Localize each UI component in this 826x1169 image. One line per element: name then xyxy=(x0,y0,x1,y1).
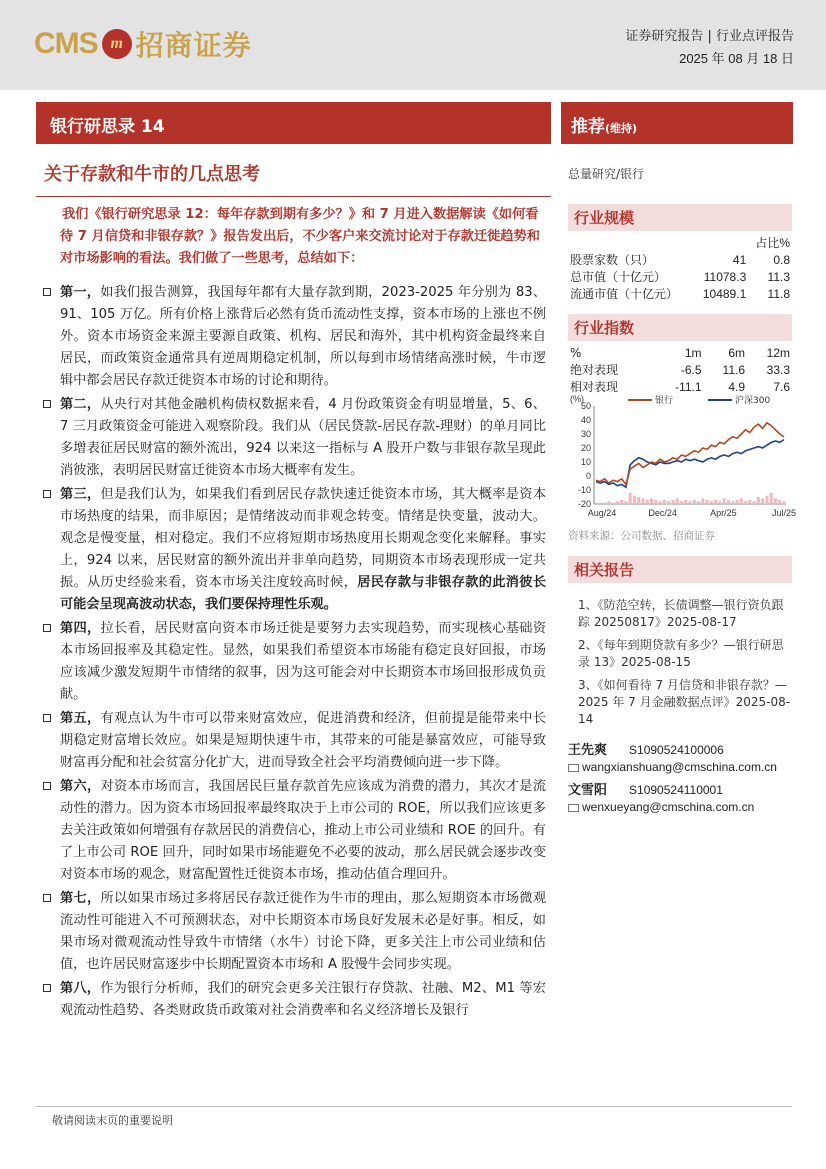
logo-mark-icon: m xyxy=(102,29,132,59)
checkbox-bullet-icon xyxy=(43,714,51,722)
paragraph-text: 拉长看，居民财富向资本市场迁徙是要努力去实现趋势，而实现核心基础资本市场回报率及其稳定性。显然，如果我们希望资本市场能有稳定良好回报，市场应该减少激发短期牛市情绪的叙事，因为这可能会对中长期资本市场回报形成负贡献。 xyxy=(60,621,547,702)
relative-bar xyxy=(736,500,739,504)
scale-label: 股票家数（只） xyxy=(570,253,655,267)
logo-cn-text: 招商证券 xyxy=(135,29,252,62)
relative-bar xyxy=(642,498,645,504)
y-tick-label: 30 xyxy=(580,429,591,439)
scale-label: 总市值（十亿元） xyxy=(570,270,667,284)
rating-sub: (维持) xyxy=(605,122,638,135)
industry-scale-table xyxy=(568,235,792,303)
body-paragraph xyxy=(40,394,546,482)
industry-scale-title: 行业规模 xyxy=(568,204,792,231)
index-value: 4.9 xyxy=(728,380,746,394)
relative-bar xyxy=(607,501,610,504)
analyst-email[interactable]: wenxueyang@cmschina.com.cn xyxy=(582,800,755,814)
logo-cms-text: CMS xyxy=(34,27,98,60)
performance-chart-svg xyxy=(568,392,797,522)
series-line xyxy=(596,423,784,485)
body-paragraph xyxy=(40,978,546,1022)
relative-bar xyxy=(783,501,786,504)
related-report-link[interactable]: 2、《每年到期贷款有多少？—银行研思录 13》2025-08-15 xyxy=(578,638,784,669)
scale-row xyxy=(568,286,792,303)
scale-value: 10489.1 xyxy=(702,287,747,301)
relative-bar xyxy=(612,503,615,504)
body-paragraph xyxy=(40,776,546,886)
paragraph-lead: 第七， xyxy=(60,891,101,906)
relative-bar xyxy=(676,498,679,504)
page-title: 关于存款和牛市的几点思考 xyxy=(44,164,260,185)
industry-index-table xyxy=(568,345,792,396)
analyst-card xyxy=(568,742,792,776)
checkbox-bullet-icon xyxy=(43,894,51,902)
index-value: -6.5 xyxy=(680,363,702,377)
y-tick-label: 40 xyxy=(580,415,591,425)
mail-icon xyxy=(568,804,579,812)
paragraph-lead: 第六， xyxy=(60,779,101,794)
x-tick-label: Apr/25 xyxy=(710,508,737,518)
paragraph-text: 所以如果市场过多将居民存款迁徙作为牛市的理由，那么短期资本市场微观流动性可能进入不可预测状态，对中长期资本市场良好发展未必是好事。相反，如果市场对微观流动性导致牛市情绪（水牛）讨论下降，更多关注上市公司业绩和估值，也许居民财富逐步中长期配置资本市场和 A 股慢牛会同步实现。 xyxy=(60,891,547,972)
relative-bar xyxy=(701,498,704,504)
y-axis-label: (%) xyxy=(570,394,584,404)
scale-value: 41 xyxy=(732,253,747,267)
body-paragraph xyxy=(40,282,546,392)
relative-bar xyxy=(654,500,657,504)
relative-bar xyxy=(663,500,666,504)
header-meta xyxy=(625,26,794,70)
relative-bar xyxy=(603,503,606,504)
index-value: 11.6 xyxy=(722,363,746,377)
y-tick-label: -10 xyxy=(577,485,591,495)
analysts-section xyxy=(568,742,792,822)
industry-scale-section xyxy=(568,204,792,303)
relative-bar xyxy=(774,498,777,504)
paragraph-lead: 第五， xyxy=(60,711,101,726)
checkbox-bullet-icon xyxy=(43,782,51,790)
legend-label: 沪深300 xyxy=(735,396,771,406)
relative-bar xyxy=(650,498,653,504)
title-divider xyxy=(36,196,551,197)
body-paragraph xyxy=(40,618,546,706)
relative-bar xyxy=(697,501,700,504)
relative-bar xyxy=(616,501,619,504)
index-header: 1m xyxy=(684,346,702,360)
index-header: 6m xyxy=(728,346,746,360)
relative-bar xyxy=(629,493,632,504)
x-tick-label: Dec/24 xyxy=(648,508,677,518)
relative-bar xyxy=(744,501,747,504)
relative-bar xyxy=(689,501,692,504)
related-report-link[interactable]: 1、《防范空转，长债调整—银行资负跟踪 20250817》2025-08-17 xyxy=(578,598,784,629)
paragraph-lead: 第一， xyxy=(60,285,101,300)
relative-bar xyxy=(770,493,773,504)
relative-bar xyxy=(714,500,717,504)
relative-bar xyxy=(659,501,662,504)
relative-bar xyxy=(710,501,713,504)
paragraph-text: 从央行对其他金融机构债权数据来看，4 月份政策资金有明显增量，5、6、7 三月政策资金可能进入观察阶段。我们从（居民贷款-居民存款-理财）的单月同比多增表征居民财富的额外流出，924 以来这一指标与 A 股开户数与非银存款呈现此消彼涨，表明居民财富迁徙资本市场大概率有发生。 xyxy=(60,397,546,478)
industry-index-section xyxy=(568,314,792,396)
analyst-id: S1090524110001 xyxy=(629,783,723,797)
body-paragraph xyxy=(40,484,546,616)
report-title-bar: 银行研思录 14 xyxy=(36,102,551,144)
relative-bar xyxy=(706,500,709,504)
relative-bar xyxy=(633,496,636,504)
mail-icon xyxy=(568,764,579,772)
y-tick-label: 0 xyxy=(585,471,591,481)
index-value: -11.1 xyxy=(675,380,702,394)
relative-bar xyxy=(727,500,730,504)
legend-label: 银行 xyxy=(655,396,674,406)
y-tick-label: 10 xyxy=(580,457,591,467)
related-reports-list xyxy=(568,597,792,728)
relative-bar xyxy=(693,500,696,504)
checkbox-bullet-icon xyxy=(43,984,51,992)
report-type: 证券研究报告 | 行业点评报告 xyxy=(625,29,794,44)
paragraph-lead: 第三， xyxy=(60,487,101,502)
relative-bar xyxy=(757,497,760,504)
paragraph-text: 如我们报告测算，我国每年都有大量存款到期，2023-2025 年分别为 83、91、105 万亿。所有价格上涨背后必然有货币流动性支撑，资本市场的上涨也不例外。资本市场资金来源主要源自政策、机构、居民和海外，其中机构资金最终来自居民，而政策资金通常具有逆周期稳定机制，所以每到市场情绪高涨时候，牛市逻辑中都会居民存款迁徙资本市场的讨论和期待。 xyxy=(60,285,547,388)
x-tick-label: Jul/25 xyxy=(771,508,797,518)
industry-index-title: 行业指数 xyxy=(568,314,792,341)
checkbox-bullet-icon xyxy=(43,624,51,632)
intro-summary: 我们《银行研究思录 12：每年存款到期有多少？》和 7 月进入数据解读《如何看待 7 月信贷和非银存款？》报告发出后，不少客户来交流讨论对于存款迁徙趋势和对市场影响的看法。我们做了一些思考，总结如下： xyxy=(60,207,540,266)
paragraph-text: 作为银行分析师，我们的研究会更多关注银行存贷款、社融、M2、M1 等宏观流动性趋势、各类财政货币政策对社会消费率和名义经济增长及银行 xyxy=(60,981,546,1018)
paragraph-lead: 第四， xyxy=(60,621,101,636)
relative-bar xyxy=(731,501,734,504)
analyst-email[interactable]: wangxianshuang@cmschina.com.cn xyxy=(582,760,777,774)
scale-row xyxy=(568,269,792,286)
footer-note: 敬请阅读末页的重要说明 xyxy=(52,1114,173,1127)
index-label: 相对表现 xyxy=(570,380,619,394)
analyst-name: 王先爽 xyxy=(568,743,608,758)
relative-bar xyxy=(723,498,726,504)
checkbox-bullet-icon xyxy=(43,490,51,498)
paragraph-text: 有观点认为牛市可以带来财富效应，促进消费和经济，但前提是能带来中长期稳定财富增长效应。如果是短期快速牛市，其带来的可能是暴富效应，可能导致财富再分配和社会贫富分化扩大，进而导致全社会平均消费倾向进一步下降。 xyxy=(60,711,547,770)
analyst-name: 文雪阳 xyxy=(568,783,608,798)
x-tick-label: Aug/24 xyxy=(587,508,617,518)
footer-divider xyxy=(36,1106,792,1107)
page-header xyxy=(0,0,826,90)
analyst-card xyxy=(568,782,792,816)
relative-bar xyxy=(778,500,781,504)
relative-bar xyxy=(761,498,764,504)
body-paragraph xyxy=(40,708,546,774)
checkbox-bullet-icon xyxy=(43,288,51,296)
paragraph-lead: 第二， xyxy=(60,397,101,412)
index-value: 7.6 xyxy=(773,380,790,394)
related-reports-section xyxy=(568,556,792,734)
related-reports-title: 相关报告 xyxy=(568,556,792,583)
relative-bar xyxy=(646,500,649,504)
index-label: 绝对表现 xyxy=(570,363,619,377)
relative-bar xyxy=(740,498,743,504)
related-report-link[interactable]: 3、《如何看待 7 月信贷和非银存款？—2025 年 7 月金融数据点评》2025-08-14 xyxy=(578,678,791,726)
relative-bar xyxy=(624,501,627,504)
scale-pct: 0.8 xyxy=(773,253,790,267)
paragraph-bold-tail: 居民存款与非银存款的此消彼长可能会呈现高波动状态，我们要保持理性乐观。 xyxy=(60,575,547,612)
relative-bar xyxy=(667,501,670,504)
index-header: % xyxy=(570,346,582,360)
scale-label: 流通市值（十亿元） xyxy=(570,287,679,301)
paragraph-lead: 第八， xyxy=(60,981,101,996)
y-tick-label: 50 xyxy=(580,401,591,411)
body-paragraph xyxy=(40,888,546,976)
body-paragraphs xyxy=(40,282,546,1024)
scale-pct: 11.8 xyxy=(767,287,790,301)
relative-bar xyxy=(620,500,623,504)
rating-bar xyxy=(561,102,793,144)
paragraph-text: 但是我们认为，如果我们看到居民存款快速迁徙资本市场，其大概率是资本市场热度的结果，而非原因；是情绪波动而非观念转变。情绪是快变量，波动大。观念是慢变量，相对稳定。我们不应将短期市场热度用长期观念变化来解释。事实上，924 以来，居民财富的额外流出并非单向趋势，同期资本市场表现形成一定共振。从历史经验来看，资本市场关注度较高时候， xyxy=(60,487,547,590)
relative-bar xyxy=(765,496,768,504)
relative-bar xyxy=(680,501,683,504)
performance-chart xyxy=(568,392,797,542)
chart-source: 资料来源：公司数据、招商证券 xyxy=(568,530,715,542)
relative-bar xyxy=(753,501,756,504)
index-row xyxy=(568,362,792,379)
index-header: 12m xyxy=(766,346,790,360)
relative-bar xyxy=(599,503,602,504)
category-label: 总量研究/银行 xyxy=(568,167,645,181)
relative-bar xyxy=(748,500,751,504)
index-value: 33.3 xyxy=(766,363,790,377)
report-date: 2025 年 08 月 18 日 xyxy=(679,51,794,66)
relative-bar xyxy=(671,500,674,504)
relative-bar xyxy=(684,500,687,504)
y-tick-label: 20 xyxy=(580,443,591,453)
relative-bar xyxy=(718,501,721,504)
checkbox-bullet-icon xyxy=(43,400,51,408)
relative-bar xyxy=(637,497,640,504)
y-tick-label: -20 xyxy=(577,499,591,509)
cms-logo xyxy=(34,24,252,64)
rating-label: 推荐 xyxy=(571,117,605,137)
scale-value: 11078.3 xyxy=(703,270,747,284)
scale-unit-header: 占比% xyxy=(755,236,790,250)
paragraph-text: 对资本市场而言，我国居民巨量存款首先应该成为消费的潜力，其次才是流动性的潜力。因为资本市场回报率最终取决于上市公司的 ROE，所以我们应该更多去关注政策如何增强有存款居民的消费信心，推动上市公司业绩和 ROE 的回升。有了上市公司 ROE 回升，同时如果市场能避免不必要的波动，那么居民就会逐步改变对资本市场的观念，财富配置性迁徙资本市场，推动估值合理回升。 xyxy=(60,779,547,882)
series-line xyxy=(596,440,784,488)
scale-row xyxy=(568,252,792,269)
scale-pct: 11.3 xyxy=(767,270,790,284)
analyst-id: S1090524100006 xyxy=(629,743,724,757)
